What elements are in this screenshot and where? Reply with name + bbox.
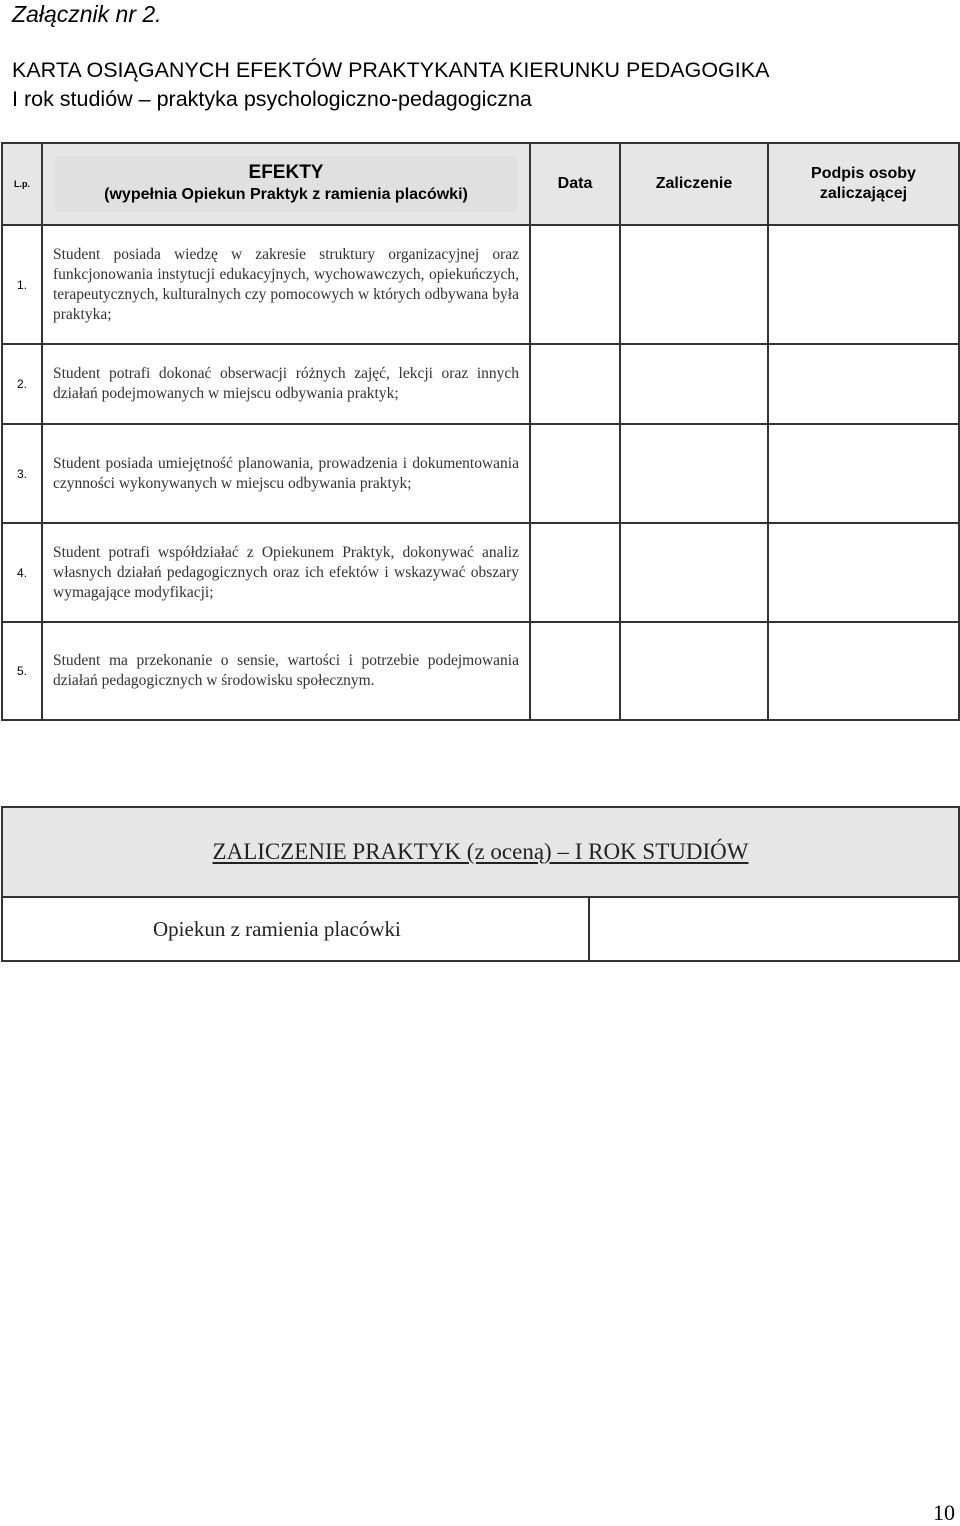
effect-text: Student ma przekonanie o sensie, wartości i potrzebie podejmowania działań pedagogicznych w środowisku społecznym. (42, 622, 530, 720)
table-row (2, 622, 959, 720)
final-heading (2, 807, 959, 897)
supervisor-signature-cell[interactable] (589, 897, 959, 961)
date-cell[interactable] (530, 225, 620, 344)
effect-text: Student potrafi współdziałać z Opiekunem Praktyk, dokonywać analiz własnych działań pedagogicznych oraz ich efektów i wskazywać obszary wymagające modyfikacji; (42, 523, 530, 622)
title-line-2: I rok studiów – praktyka psychologiczno-pedagogiczna (12, 87, 532, 111)
credit-cell[interactable] (620, 523, 768, 622)
credit-cell[interactable] (620, 344, 768, 424)
signature-cell[interactable] (768, 344, 959, 424)
supervisor-label: Opiekun z ramienia placówki (2, 897, 589, 961)
effects-table (1, 142, 960, 721)
signature-cell[interactable] (768, 622, 959, 720)
effect-text: Student potrafi dokonać obserwacji różnych zajęć, lekcji oraz innych działań podejmowanych w miejscu odbywania praktyk; (42, 344, 530, 424)
header-credit: Zaliczenie (620, 143, 768, 225)
table-row (2, 424, 959, 523)
date-cell[interactable] (530, 424, 620, 523)
signature-cell[interactable] (768, 225, 959, 344)
table-row (2, 523, 959, 622)
row-number: 3. (2, 424, 42, 523)
table-row (2, 344, 959, 424)
final-heading-text: ZALICZENIE PRAKTYK (z oceną) – I ROK STUDIÓW (212, 839, 749, 864)
table-header-row (2, 143, 959, 225)
signature-cell[interactable] (768, 523, 959, 622)
effect-text: Student posiada wiedzę w zakresie struktury organizacyjnej oraz funkcjonowania instytucji edukacyjnych, wychowawczych, opiekuńczych, terapeutycznych, kulturalnych czy pomocowych w których odbywana była praktyka; (42, 225, 530, 344)
title-line-1: KARTA OSIĄGANYCH EFEKTÓW PRAKTYKANTA KIERUNKU PEDAGOGIKA (12, 58, 770, 82)
date-cell[interactable] (530, 622, 620, 720)
row-number: 1. (2, 225, 42, 344)
document-title (12, 56, 769, 114)
row-number: 2. (2, 344, 42, 424)
row-number: 4. (2, 523, 42, 622)
final-heading-row (2, 807, 959, 897)
final-credit-table (1, 806, 960, 962)
page-number: 10 (933, 1500, 955, 1525)
signature-cell[interactable] (768, 424, 959, 523)
credit-cell[interactable] (620, 225, 768, 344)
attachment-label: Załącznik nr 2. (12, 1, 162, 27)
header-effects-title: EFEKTY (248, 162, 324, 183)
header-effects (42, 143, 530, 225)
header-date: Data (530, 143, 620, 225)
credit-cell[interactable] (620, 424, 768, 523)
date-cell[interactable] (530, 344, 620, 424)
header-lp: L.p. (2, 143, 42, 225)
header-effects-subtitle: (wypełnia Opiekun Praktyk z ramienia placówki) (104, 186, 468, 203)
header-signature: Podpis osoby zaliczającej (768, 143, 959, 225)
row-number: 5. (2, 622, 42, 720)
table-row (2, 225, 959, 344)
effect-text: Student posiada umiejętność planowania, prowadzenia i dokumentowania czynności wykonywanych w miejscu odbywania praktyk; (42, 424, 530, 523)
date-cell[interactable] (530, 523, 620, 622)
supervisor-row (2, 897, 959, 961)
credit-cell[interactable] (620, 622, 768, 720)
